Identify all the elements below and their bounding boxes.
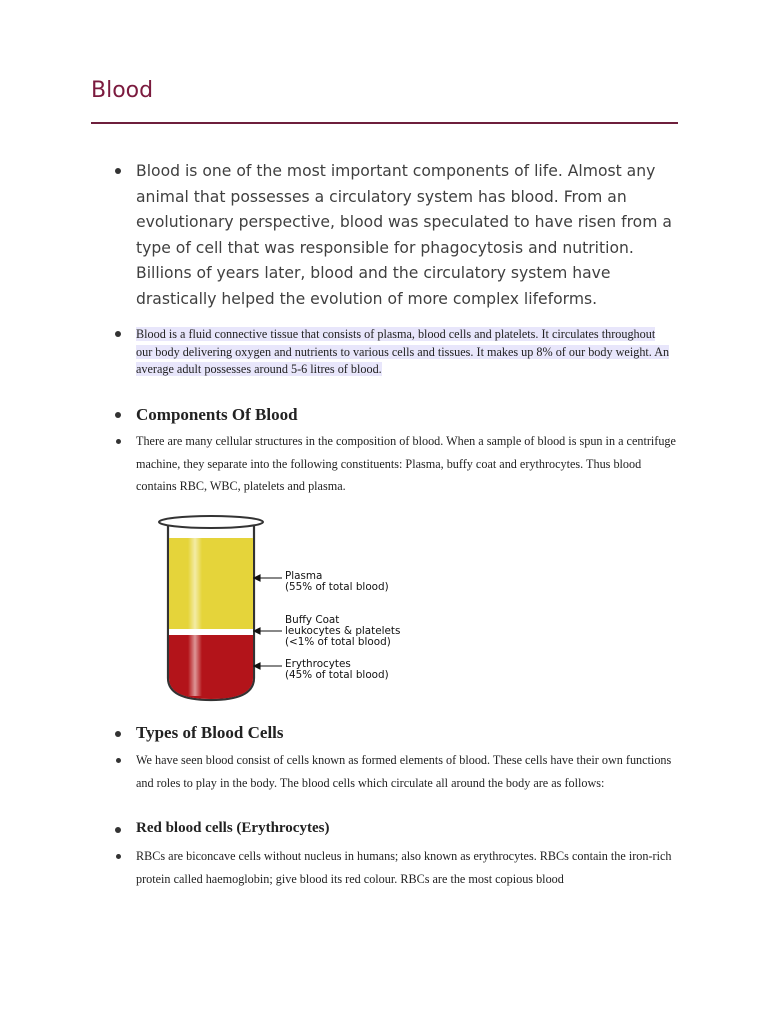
bullet-icon [115, 731, 121, 737]
buffy-coat-percent: (<1% of total blood) [285, 636, 391, 648]
bullet-icon [115, 827, 121, 833]
tube-highlight [188, 538, 202, 696]
definition-paragraph [136, 326, 672, 379]
erythrocytes-layer [169, 635, 253, 699]
bullet-icon [115, 168, 121, 174]
plasma-layer [169, 538, 253, 630]
rbc-paragraph: RBCs are biconcave cells without nucleus in humans; also known as erythrocytes. RBCs contain the iron-rich protein called haemoglobin; give blood its red colour. RBCs are the most copious blood [136, 849, 672, 886]
plasma-percent: (55% of total blood) [285, 581, 389, 593]
buffy-coat-label: Buffy Coat [285, 614, 340, 626]
title-divider [91, 122, 678, 124]
bullet-icon [116, 439, 121, 444]
bullet-icon [116, 758, 121, 763]
bullet-icon [115, 412, 121, 418]
components-heading: Components Of Blood [136, 405, 298, 424]
types-paragraph: We have seen blood consist of cells known as formed elements of blood. These cells have their own functions and roles to play in the body. The blood cells which circulate all around the body are as follows: [136, 753, 672, 790]
bullet-icon [116, 854, 121, 859]
tube-rim [159, 516, 263, 528]
plasma-label: Plasma [285, 570, 323, 582]
bullet-icon [115, 331, 121, 337]
rbc-heading: Red blood cells (Erythrocytes) [136, 820, 330, 836]
page-title: Blood [91, 78, 154, 103]
intro-paragraph: Blood is one of the most important components of life. Almost any animal that possesses a circulatory system has blood. From an evolutionary perspective, blood was speculated to have risen from a type of cell that was responsible for phagocytosis and nutrition. Billions of years later, blood and the circulatory system have drastically helped the evolution of more complex lifeforms. [136, 162, 672, 308]
definition-text: Blood is a fluid connective tissue that consists of plasma, blood cells and platelets. It circulates throughout our body delivering oxygen and nutrients to various cells and tissues. It makes up 8% of our body weight. An average adult possesses around 5-6 litres of blood. [136, 327, 670, 377]
erythrocytes-percent: (45% of total blood) [285, 669, 389, 681]
components-paragraph: There are many cellular structures in the composition of blood. When a sample of blood is spun in a centrifuge machine, they separate into the following constituents: Plasma, buffy coat and erythrocytes. Thus blood contains RBC, WBC, platelets and plasma. [136, 434, 676, 494]
erythrocytes-label: Erythrocytes [285, 658, 351, 670]
buffy-coat-sublabel: leukocytes & platelets [285, 625, 401, 637]
types-heading: Types of Blood Cells [136, 723, 284, 742]
buffy-coat-layer [169, 629, 253, 635]
